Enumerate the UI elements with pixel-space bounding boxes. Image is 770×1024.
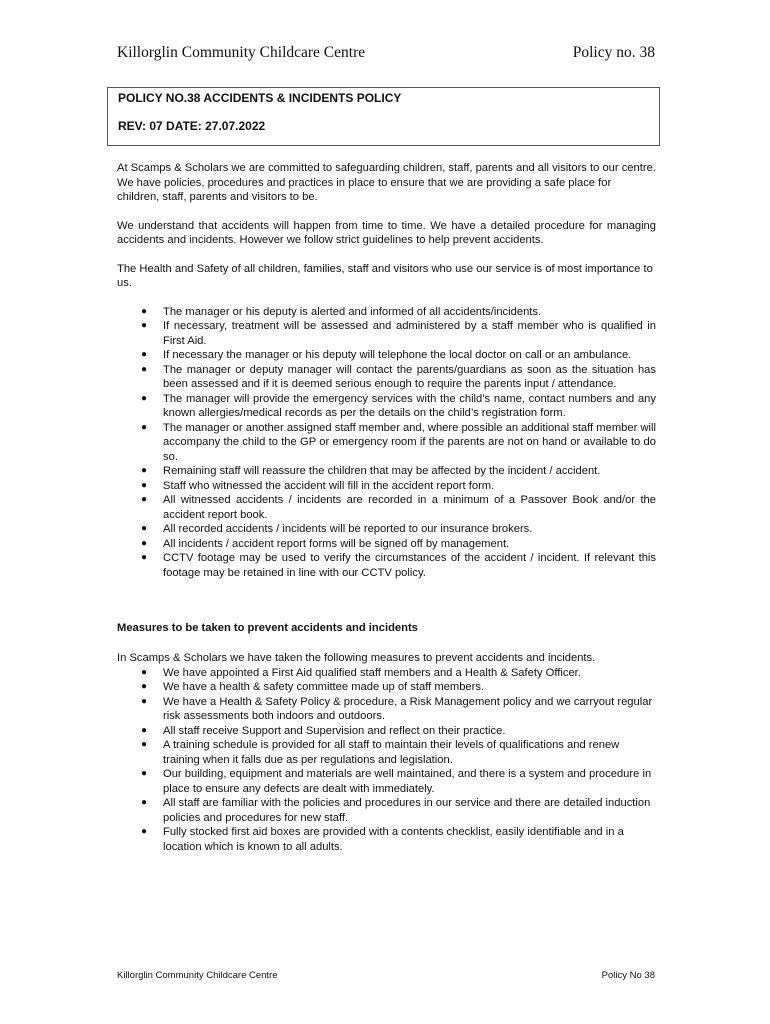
bullet-icon: ● <box>141 739 148 750</box>
measures-intro: In Scamps & Scholars we have taken the following measures to prevent accidents and incidents. <box>117 652 596 664</box>
procedure-item <box>141 421 656 465</box>
header-org-name: Killorglin Community Childcare Centre <box>117 44 366 61</box>
bullet-icon: ● <box>141 494 148 505</box>
intro-paragraph: The Health and Safety of all children, families, staff and visitors who use our service is of most importance to us. <box>117 262 653 289</box>
measure-item-text: We have a health & safety committee made up of staff members. <box>163 681 485 693</box>
page-footer <box>117 970 655 981</box>
procedure-item <box>141 551 656 580</box>
procedure-item-text: CCTV footage may be used to verify the circumstances of the accident / incident. If relevant this footage may be retained in line with our CCTV policy. <box>163 552 656 579</box>
procedure-item-text: The manager or deputy manager will contact the parents/guardians as soon as the situation has been assessed and if it is deemed serious enough to require the parents input / attendance. <box>163 363 656 390</box>
bullet-icon: ● <box>141 724 148 736</box>
measure-item <box>141 695 656 724</box>
measure-item <box>141 825 656 854</box>
bullet-icon: ● <box>141 552 148 563</box>
measures-list <box>117 666 656 855</box>
measure-item-text: All staff are familiar with the policies and procedures in our service and there are detailed induction policies and procedures for new staff. <box>163 797 651 824</box>
bullet-icon: ● <box>141 537 148 549</box>
bullet-icon: ● <box>141 695 148 707</box>
measure-item <box>141 796 656 825</box>
procedure-item <box>141 319 656 348</box>
bullet-icon: ● <box>141 465 148 476</box>
bullet-icon: ● <box>141 523 148 534</box>
measure-item-text: Fully stocked first aid boxes are provided with a contents checklist, easily identifiable and in a location which is known to all adults. <box>163 826 624 853</box>
measure-item <box>141 680 656 695</box>
procedure-item-text: The manager or his deputy is alerted and informed of all accidents/incidents. <box>163 305 542 318</box>
bullet-icon: ● <box>141 305 148 317</box>
measure-item-text: Our building, equipment and materials are well maintained, and there is a system and procedure in place to ensure any defects are dealt with immediately. <box>163 768 652 795</box>
procedure-item-text: The manager will provide the emergency services with the child’s name, contact numbers and any known allergies/medical records as per the details on the child’s registration form. <box>163 392 656 419</box>
procedure-item <box>141 464 656 479</box>
bullet-icon: ● <box>141 826 148 837</box>
procedure-item-text: All witnessed accidents / incidents are recorded in a minimum of a Passover Book and/or the accident report book. <box>163 494 656 521</box>
measure-item <box>141 724 656 739</box>
procedure-item <box>141 537 656 552</box>
bullet-icon: ● <box>141 666 148 678</box>
measure-item-text: We have appointed a First Aid qualified staff members and a Health & Safety Officer. <box>163 666 581 679</box>
bullet-icon: ● <box>141 363 148 375</box>
policy-revision: REV: 07 DATE: 27.07.2022 <box>118 119 266 133</box>
bullet-icon: ● <box>141 349 148 360</box>
bullet-icon: ● <box>141 421 148 433</box>
measure-item <box>141 767 656 796</box>
procedure-item-text: All recorded accidents / incidents will be reported to our insurance brokers. <box>163 523 533 535</box>
bullet-icon: ● <box>141 681 148 692</box>
bullet-icon: ● <box>141 479 148 491</box>
intro-paragraph: At Scamps & Scholars we are committed to safeguarding children, staff, parents and all visitors to our centre. We have policies, procedures and practices in place to ensure that we are providing a safe place for children, staff, parents and visitors to be. <box>117 162 656 203</box>
procedure-item-text: Staff who witnessed the accident will fill in the accident report form. <box>163 479 495 492</box>
procedure-item <box>141 493 656 522</box>
bullet-icon: ● <box>141 392 148 404</box>
procedure-item <box>141 363 656 392</box>
procedure-item-text: All incidents / accident report forms will be signed off by management. <box>163 537 510 550</box>
bullet-icon: ● <box>141 768 148 779</box>
procedure-item <box>141 305 656 320</box>
bullet-icon: ● <box>141 320 148 331</box>
measures-heading: Measures to be taken to prevent accidents and incidents <box>117 622 418 634</box>
procedure-item-text: Remaining staff will reassure the children that may be affected by the incident / accident. <box>163 465 601 477</box>
procedure-list <box>117 305 656 581</box>
procedure-item <box>141 522 656 537</box>
procedure-item <box>141 348 656 363</box>
bullet-icon: ● <box>141 797 148 808</box>
measure-item-text: All staff receive Support and Supervision and reflect on their practice. <box>163 724 506 737</box>
footer-org-name: Killorglin Community Childcare Centre <box>117 970 278 981</box>
measure-item-text: We have a Health & Safety Policy & procedure, a Risk Management policy and we carryout regular risk assessments both indoors and outdoors. <box>163 695 653 722</box>
procedure-item-text: The manager or another assigned staff member and, where possible an additional staff member will accompany the child to the GP or emergency room if the parents are not on hand or available to do so. <box>163 421 656 463</box>
page-header <box>117 44 655 62</box>
measure-item <box>141 666 656 681</box>
header-policy-number: Policy no. 38 <box>572 44 655 61</box>
policy-title-box <box>107 87 660 146</box>
measure-item-text: A training schedule is provided for all staff to maintain their levels of qualifications and renew training when it falls due as per regulations and legislation. <box>163 739 620 766</box>
procedure-item-text: If necessary, treatment will be assessed and administered by a staff member who is qualified in First Aid. <box>163 320 656 347</box>
policy-content <box>117 161 656 854</box>
procedure-item <box>141 479 656 494</box>
procedure-item-text: If necessary the manager or his deputy will telephone the local doctor on call or an ambulance. <box>163 349 632 361</box>
procedure-item <box>141 392 656 421</box>
policy-title: POLICY NO.38 ACCIDENTS & INCIDENTS POLICY <box>118 91 402 105</box>
footer-policy-number: Policy No 38 <box>601 970 655 981</box>
intro-paragraph: We understand that accidents will happen from time to time. We have a detailed procedure for managing accidents and incidents. However we follow strict guidelines to help prevent accidents. <box>117 219 656 246</box>
measure-item <box>141 738 656 767</box>
